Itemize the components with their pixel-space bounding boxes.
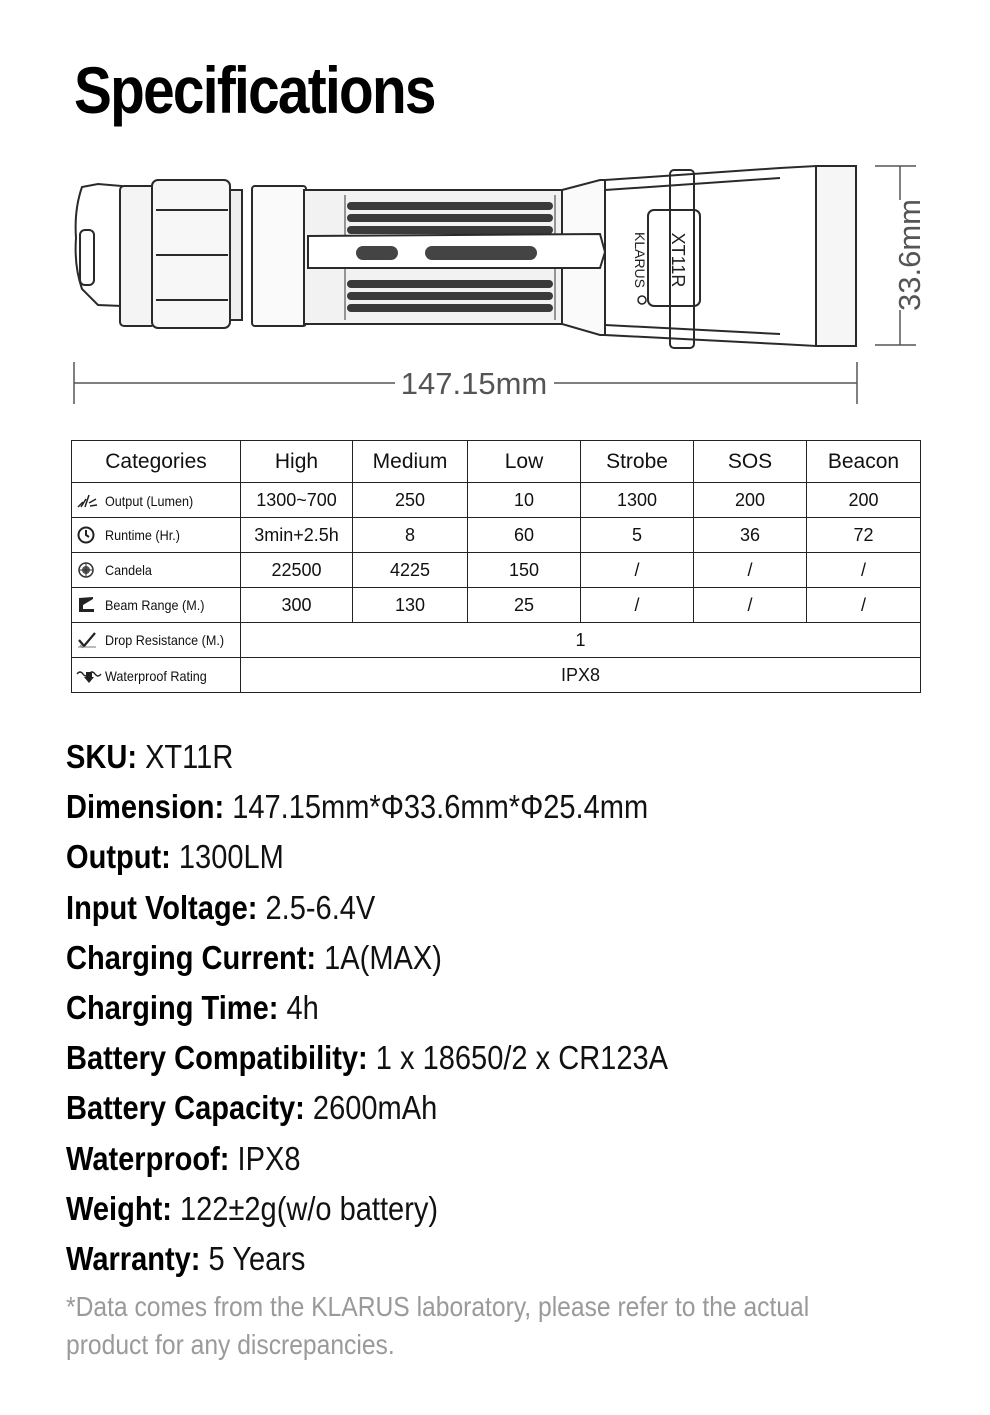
table-cell: /: [807, 553, 921, 588]
waterproof-icon: [76, 668, 98, 684]
spec-dimension: [66, 785, 840, 835]
table-header: Medium: [353, 441, 468, 483]
spec-key: Charging Current:: [66, 938, 317, 976]
table-cell: /: [581, 553, 694, 588]
row-label: Runtime (Hr.): [105, 527, 180, 543]
spec-value: 2600mAh: [312, 1089, 438, 1127]
spec-list: [66, 735, 946, 1287]
spec-value: 5 Years: [208, 1239, 306, 1277]
spec-value: 4h: [286, 988, 319, 1026]
drop-icon: [76, 631, 98, 649]
table-cell: 60: [468, 518, 581, 553]
table-cell: 10: [468, 483, 581, 518]
table-cell: 150: [468, 553, 581, 588]
table-cell: 36: [694, 518, 807, 553]
spec-output: [66, 835, 840, 885]
table-cell: 5: [581, 518, 694, 553]
flashlight-drawing: [60, 150, 930, 415]
table-row: [72, 518, 921, 553]
table-cell: 130: [353, 588, 468, 623]
table-cell: 200: [807, 483, 921, 518]
spec-value: 1 x 18650/2 x CR123A: [375, 1039, 669, 1077]
model-marking: XT11R: [668, 232, 688, 288]
diameter-label: 33.6mm: [892, 199, 928, 311]
table-header: Categories: [72, 441, 241, 483]
spec-battery-compatibility: [66, 1036, 840, 1086]
spec-key: Dimension:: [66, 788, 225, 826]
table-header-row: [72, 441, 921, 483]
spec-value: IPX8: [237, 1139, 301, 1177]
table-header: High: [241, 441, 353, 483]
spec-value: 1A(MAX): [324, 938, 442, 976]
row-label: Drop Resistance (M.): [105, 632, 225, 649]
table-cell: 250: [353, 483, 468, 518]
candela-icon: [76, 560, 98, 580]
table-cell: /: [694, 553, 807, 588]
spec-key: Input Voltage:: [66, 888, 258, 926]
spec-key: SKU:: [66, 738, 137, 775]
table-cell: /: [694, 588, 807, 623]
spec-key: Weight:: [66, 1189, 172, 1227]
output-icon: [76, 493, 98, 509]
length-label: 147.15mm: [400, 366, 548, 401]
table-cell: /: [581, 588, 694, 623]
spec-battery-capacity: [66, 1086, 840, 1136]
spec-charging-current: [66, 936, 840, 986]
spec-waterproof: [66, 1137, 840, 1187]
table-cell: 200: [694, 483, 807, 518]
table-cell: 72: [807, 518, 921, 553]
table-cell: 1300~700: [241, 483, 353, 518]
brand-marking: KLARUS: [632, 231, 648, 289]
row-label: Waterproof Rating: [105, 667, 207, 684]
clock-icon: [76, 525, 98, 545]
spec-key: Charging Time:: [66, 988, 279, 1026]
row-label: Beam Range (M.): [105, 597, 205, 614]
table-cell: 25: [468, 588, 581, 623]
spec-warranty: [66, 1237, 840, 1287]
table-row: [72, 553, 921, 588]
spec-weight: [66, 1187, 840, 1237]
specs-table: [71, 440, 921, 693]
spec-charging-time: [66, 986, 840, 1036]
row-label: Candela: [105, 562, 152, 578]
table-cell: 1: [241, 623, 921, 658]
table-row: [72, 483, 921, 518]
spec-key: Battery Compatibility:: [66, 1039, 368, 1077]
spec-value: 122±2g(w/o battery): [180, 1189, 439, 1227]
spec-key: Waterproof:: [66, 1139, 230, 1177]
disclaimer-note: *Data comes from the KLARUS laboratory, please refer to the actual product for any discrepancies.: [66, 1291, 810, 1360]
spec-input-voltage: [66, 886, 840, 936]
spec-value: 1300LM: [178, 838, 284, 876]
table-cell: /: [807, 588, 921, 623]
table-row: [72, 658, 921, 693]
row-label: Output (Lumen): [105, 492, 194, 509]
table-header: Strobe: [581, 441, 694, 483]
spec-value: XT11R: [145, 738, 234, 775]
page-title: Specifications: [74, 53, 435, 127]
table-cell: 3min+2.5h: [241, 518, 353, 553]
spec-key: Warranty:: [66, 1239, 201, 1277]
spec-value: 147.15mm*Φ33.6mm*Φ25.4mm: [232, 788, 649, 826]
table-cell: IPX8: [241, 658, 921, 693]
table-header: Beacon: [807, 441, 921, 483]
table-row: [72, 623, 921, 658]
table-cell: 8: [353, 518, 468, 553]
spec-key: Output:: [66, 838, 171, 876]
table-cell: 300: [241, 588, 353, 623]
table-cell: 4225: [353, 553, 468, 588]
table-cell: 22500: [241, 553, 353, 588]
spec-value: 2.5-6.4V: [265, 888, 376, 926]
table-header: Low: [468, 441, 581, 483]
spec-sku: [66, 735, 840, 785]
table-cell: 1300: [581, 483, 694, 518]
table-row: [72, 588, 921, 623]
spec-key: Battery Capacity:: [66, 1089, 305, 1127]
table-header: SOS: [694, 441, 807, 483]
beam-range-icon: [76, 596, 98, 614]
